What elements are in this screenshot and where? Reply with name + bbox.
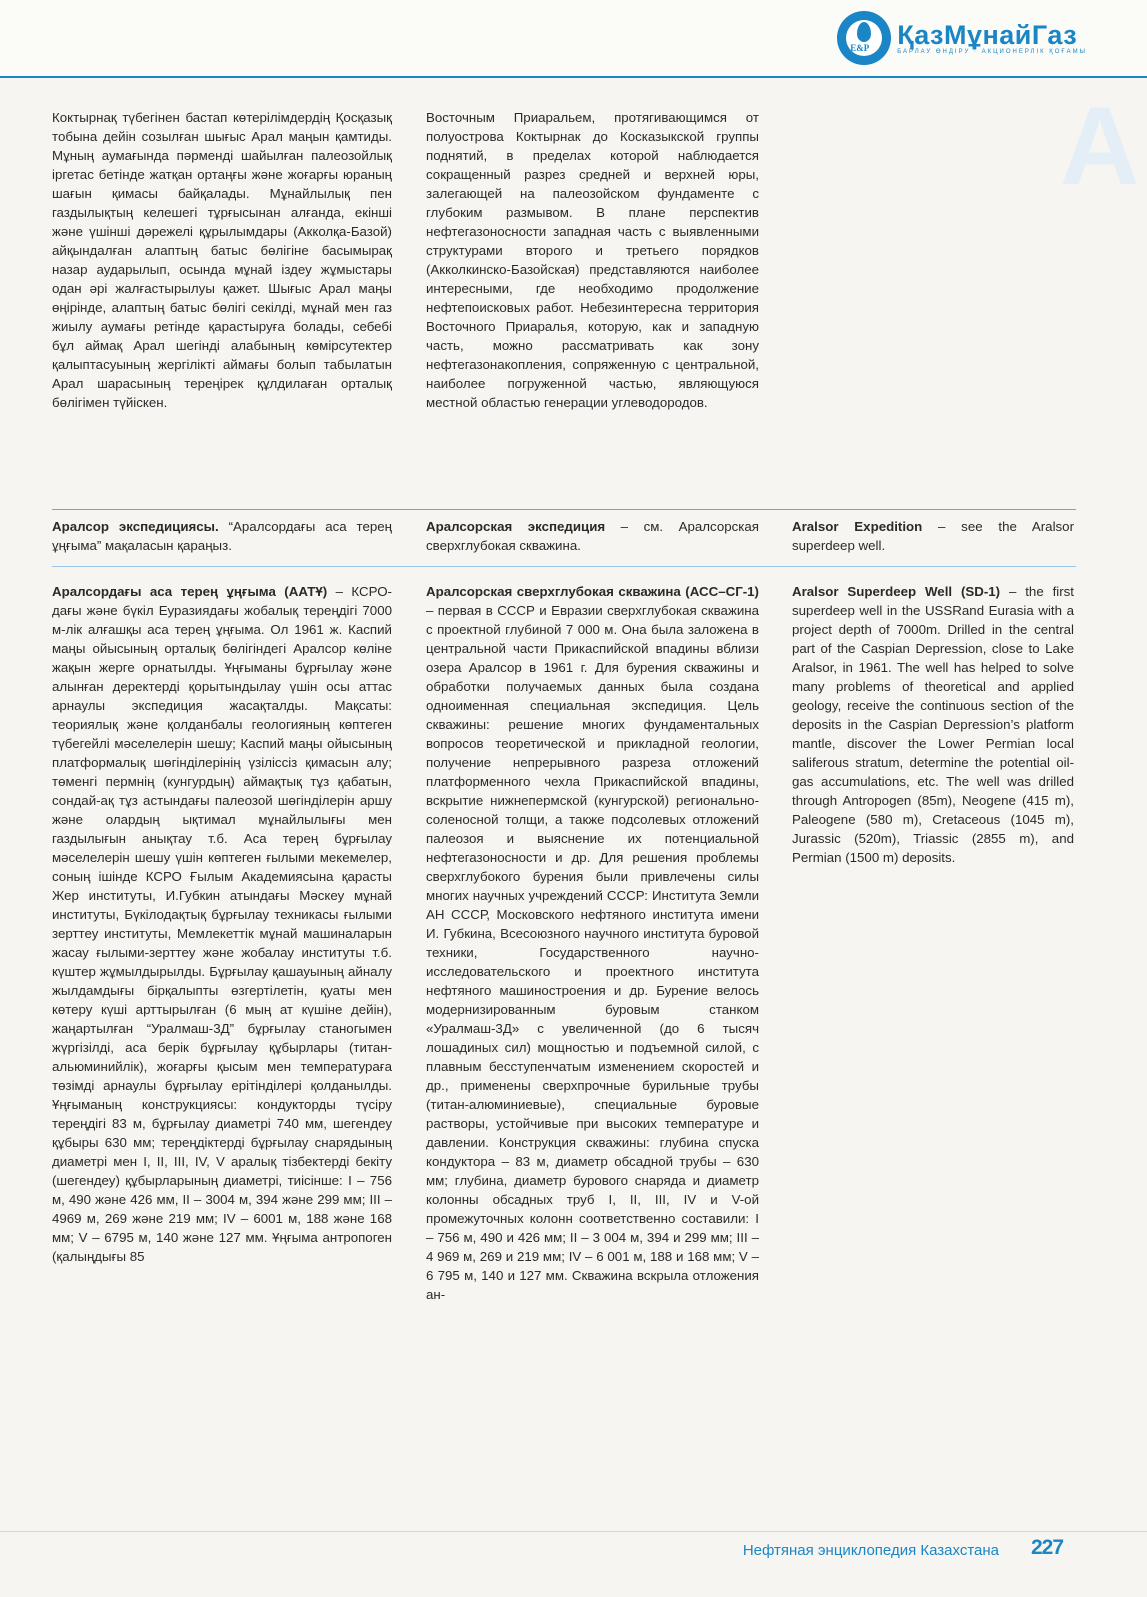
main-entry-kz bbox=[52, 582, 392, 1266]
ref-entry-kz bbox=[52, 517, 392, 555]
ref-text-kz: “Аралсордағы аса терең ұңғыма” мақаласын қараңыз. bbox=[52, 519, 392, 553]
header-rule bbox=[0, 76, 1147, 78]
ref-term-kz: Аралсор экспедициясы. bbox=[52, 519, 219, 534]
logo-ep-label: E&P bbox=[850, 43, 870, 53]
top-text-kz: Коктырнақ түбегінен бастап көтерілімдердің Қосқазық тобына дейін созылған шығыс Арал маңын қамтиды. Мұның аумағында пәрменді шайылған палеозойлық іргетас бетінде жатқан ортаңғы және жоғарғы юраның шағын қимасы байқалады. Мұнайлылық пен газдылықтың келешегі тұрғысынан алғанда, екінші және үшінші дәрежелі құрылымдары (Акколқа-Базой) айқындалған алаптың батыс бөлігіне басымырақ назар аударылып, осында мұнай іздеу жұмыстары одан әрі жалғастырылуы қажет. Шығыс Арал маңы өңірінде, алаптың батыс бөлігі секілді, мұнай мен газ жиылу аумағы ретінде қарастыруға болады, себебі бұл аймақ Арал шегінді алабының көмірсутектер қалыптасуының жергілікті аймағы болып табылатын Арал шарасының тереңірек құлдилаған орталық бөлігімен түйіскен. bbox=[52, 110, 392, 410]
main-text-kz: – КСРО-дағы және бүкіл Еуразиядағы жобалық тереңдігі 7000 м-лік алғашқы аса терең ұңғыма. Ол 1961 ж. Каспий маңы ойысының орталық бөлігіндегі Аралсор көліне жақын жерге орнатылды. Ұңғыманы бұрғылау және алынған деректерді қорытындылау үшін осы аттас арнаулы экспедиция жасақталды. Мақсаты: теориялық және қолданбалы геологияның көптеген түбегейлі мәселелерін шешу; Каспий маңы ойысының платформалық шөгінділерінің үзіліссіз қимасын алу; төменгі пермнің (кунгурдың) аймақтық тұз қабатын, сондай-ақ тұз астындағы палеозой шөгінділерін аршу және олардың ықтимал мұнайлылығы мен газдылығын анықтау т.б. Аса терең бұрғылау мәселелерін шешу үшін көптеген ғылыми мекемелер, соның ішінде КСРО Ғылым Академиясына қарасты Жер институты, И.Губкин атындағы Мәскеу мұнай институты, Бүкілодақтық бұрғылау техникасы ғылыми зерттеу институты, Мемлекеттік мұнай машиналарын жасау ғылыми-зерттеу және жобалау институты т.б. күштер жұмылдырылды. Бұрғылау қашауының айналу жылдамдығы бірқалыпты өзгертілетін, қуаты мен көтеру күші арттырылған (6 мың ат күшіне дейін), жаңартылған “Уралмаш-3Д” бұрғылау станогымен жүргізілді, аса берік бұрғылау құбырлары (титан-альюминийлік), жоғарғы қысым мен температураға төзімді арнаулы бұрғылау ерітінділері қолданылды. Ұңғыманың конструкциясы: кондукторды түсіру тереңдігі 83 м, бұрғылау диаметрі 740 мм, шегендеу құбыры 630 мм; тереңдіктерді бұрғылау снарядының диаметрі мен I, II, III, IV, V аралық тізбектерді бекіту (шегендеу) құбырларының диаметрі, тиісінше: I – 756 м, 490 және 426 мм, II – 3004 м, 394 және 299 мм; III – 4969 м, 269 және 219 мм; IV – 6001 м, 188 және 168 мм; V – 6795 м, 140 және 127 мм. Ұңғыма антропоген (қалыңдығы 85 bbox=[52, 584, 392, 1264]
main-term-kz: Аралсордағы аса терең ұңғыма (ААТҰ) bbox=[52, 584, 328, 599]
ref-text-ru: – см. Аралсорская сверхглубокая скважина. bbox=[426, 519, 759, 553]
section-letter: А bbox=[1060, 85, 1140, 208]
ref-entry-en bbox=[792, 517, 1074, 555]
ref-entry-ru bbox=[426, 517, 759, 555]
divider bbox=[52, 566, 1076, 567]
top-text-ru: Восточным Приаральем, протягивающимся от полуострова Коктырнак до Косказыкской группы поднятий, в пределах которой наблюдается сокращенный разрез средней и верхней юры, залегающей на палеозойском фундаменте с глубоким размывом. В плане перспектив нефтегазоносности западная часть с выявленными структурами второго и третьего порядков (Акколкинско-Базойская) представляются наиболее интересными, где необходимо продолжение нефтепоисковых работ. Небезинтересна территория Восточного Приаралья, которую, как и западную часть, можно рассматривать как зону нефтегазонакопления, сопряженную с центральной, наиболее погруженной частью, являющуюся местной областью генерации углеводородов. bbox=[426, 110, 759, 410]
ref-term-ru: Аралсорская экспедиция bbox=[426, 519, 606, 534]
main-term-en: Aralsor Superdeep Well (SD-1) bbox=[792, 584, 1001, 599]
main-entry-ru bbox=[426, 582, 759, 1304]
divider bbox=[52, 509, 1076, 510]
logo-emblem-icon bbox=[837, 11, 891, 65]
main-entry-en bbox=[792, 582, 1074, 867]
main-text-ru: – первая в СССР и Евразии сверхглубокая скважина с проектной глубиной 7 000 м. Она была заложена в центральной части Прикаспийской впадины вблизи озера Аралсор в 1961 г. Для бурения скважины и обработки получаемых данных была создана одноименная специальная экспедиция. Цель скважины: решение многих фундаментальных вопросов теоретической и прикладной геологии, получение непрерывного разреза отложений платформенного чехла Прикаспийской впадины, вскрытие нижнепермской (кунгурской) регионально-соленосной толщи, а также подсолевых отложений палеозоя и выяснение их потенциальной нефтегазоносности и др. Для решения проблемы сверхглубокого бурения были привлечены силы многих научных учреждений СССР: Института Земли АН СССР, Московского нефтяного института имени И. Губкина, Всесоюзного научного института буровой техники, Государственного научно-исследовательского и проектного института нефтяного машиностроения и др. Бурение велось модернизированным буровым станком «Уралмаш-3Д» с увеличенной (до 6 тысяч лошадиных сил) мощностью и подъемной силой, с плавным бесступенчатым изменением скоростей и др., применены сверхпрочные бурильные трубы (титан-алюминиевые), специальные буровые растворы, устойчивые при высоких температуре и давлении. Конструкция скважины: глубина спуска кондуктора – 83 м, диаметр обсадной трубы – 630 мм; глубина, диаметр бурового снаряда и диаметр колонны обсадных труб I, II, III, IV и V-ой промежуточных колонн соответственно составили: I – 756 м, 490 и 426 мм; II – 3 004 м, 394 и 299 мм; III – 4 969 м, 269 и 219 мм; IV – 6 001 м, 188 и 168 мм; V – 6 795 м, 140 и 127 мм. Скважина вскрыла отложения ан- bbox=[426, 603, 759, 1302]
logo-name: ҚазМұнайГаз bbox=[897, 20, 1078, 50]
page-number: 227 bbox=[1031, 1536, 1064, 1559]
oil-drop-icon bbox=[857, 22, 871, 42]
ref-term-en: Aralsor Expedition bbox=[792, 519, 923, 534]
ref-text-en: – see the Aralsor superdeep well. bbox=[792, 519, 1074, 553]
main-term-ru: Аралсорская сверхглубокая скважина (АСС–СГ-1) bbox=[426, 584, 759, 599]
company-logo bbox=[837, 8, 1087, 68]
main-text-en: – the first superdeep well in the USSRand Eurasia with a project depth of 7000m. Drilled in the central part of the Caspian Depression, close to Lake Aralsor, in 1961. The well has helped to solve many problems of theoretical and applied geology, receive the continuous section of the deposits in the Caspian Depression’s platform mantle, discover the Lower Permian local saliferous stratum, determine the potential oil-gas accumulations, etc. The well was drilled through Antropogen (85m), Neogene (415 m), Paleogene (580 m), Cretaceous (1045 m), Jurassic (520m), Triassic (2855 m), and Permian (1500 m) deposits. bbox=[792, 584, 1074, 865]
footer-rule bbox=[0, 1531, 1147, 1532]
logo-subtitle: БАРЛАУ ӨНДІРУ · АКЦИОНЕРЛІК ҚОҒАМЫ bbox=[897, 49, 1087, 55]
footer-title: Нефтяная энциклопедия Казахстана bbox=[742, 1542, 999, 1559]
